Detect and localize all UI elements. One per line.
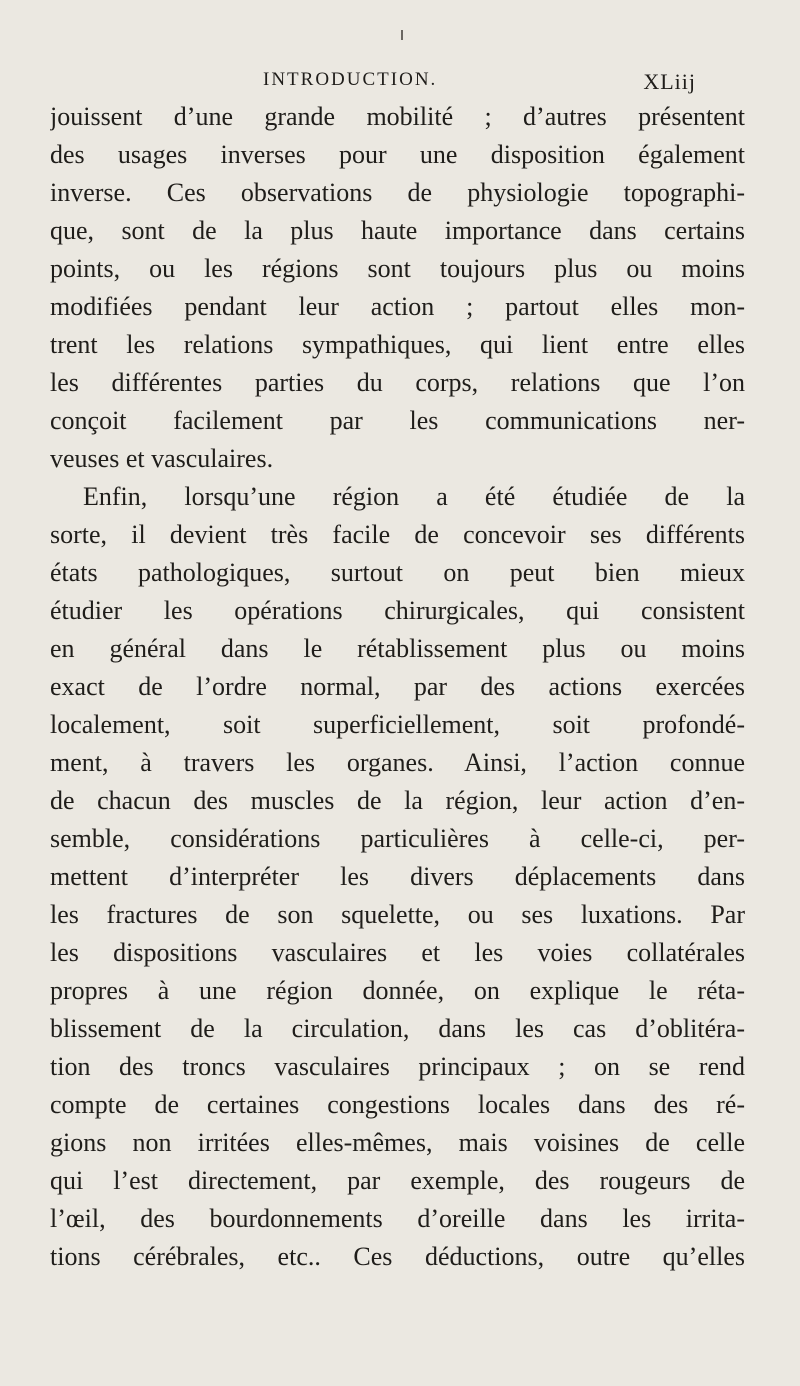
text-line: semble, considérations particulières à celle-ci, per- (50, 824, 745, 853)
text-line: les différentes parties du corps, relations que l’on (50, 368, 745, 397)
text-line: conçoit facilement par les communications ner- (50, 406, 745, 435)
text-line: de chacun des muscles de la région, leur action d’en- (50, 786, 745, 815)
page-header (263, 69, 696, 95)
text-line: en général dans le rétablissement plus ou moins (50, 634, 745, 663)
text-line: tions cérébrales, etc.. Ces déductions, outre qu’elles (50, 1242, 745, 1271)
text-line: les dispositions vasculaires et les voies collatérales (50, 938, 745, 967)
text-line: les fractures de son squelette, ou ses luxations. Par (50, 900, 745, 929)
text-line: propres à une région donnée, on explique le réta- (50, 976, 745, 1005)
text-line: des usages inverses pour une disposition également (50, 140, 745, 169)
text-line: exact de l’ordre normal, par des actions exercées (50, 672, 745, 701)
text-line: jouissent d’une grande mobilité ; d’autres présentent (50, 102, 745, 131)
text-line: inverse. Ces observations de physiologie topographi- (50, 178, 745, 207)
text-line: qui l’est directement, par exemple, des rougeurs de (50, 1166, 745, 1195)
text-line: modifiées pendant leur action ; partout elles mon- (50, 292, 745, 321)
text-line: mettent d’interpréter les divers déplacements dans (50, 862, 745, 891)
text-line: étudier les opérations chirurgicales, qui consistent (50, 596, 745, 625)
text-line: états pathologiques, surtout on peut bien mieux (50, 558, 745, 587)
page-number: XLiij (643, 69, 696, 94)
text-line: blissement de la circulation, dans les cas d’oblitéra- (50, 1014, 745, 1043)
text-line: veuses et vasculaires. (50, 444, 274, 473)
text-line: que, sont de la plus haute importance dans certains (50, 216, 745, 245)
text-line: gions non irritées elles-mêmes, mais voisines de celle (50, 1128, 745, 1157)
text-line: trent les relations sympathiques, qui lient entre elles (50, 330, 745, 359)
text-line: tion des troncs vasculaires principaux ; on se rend (50, 1052, 745, 1081)
print-mark (401, 30, 403, 40)
running-title: INTRODUCTION. (263, 69, 438, 90)
text-line: points, ou les régions sont toujours plus ou moins (50, 254, 745, 283)
body-text (50, 98, 745, 1276)
paragraph-start-line: Enfin, lorsqu’une région a été étudiée de la (83, 482, 745, 511)
text-line: compte de certaines congestions locales dans des ré- (50, 1090, 745, 1119)
text-line: l’œil, des bourdonnements d’oreille dans les irrita- (50, 1204, 745, 1233)
text-line: localement, soit superficiellement, soit profondé- (50, 710, 745, 739)
text-line: sorte, il devient très facile de concevoir ses différents (50, 520, 745, 549)
text-line: ment, à travers les organes. Ainsi, l’action connue (50, 748, 745, 777)
